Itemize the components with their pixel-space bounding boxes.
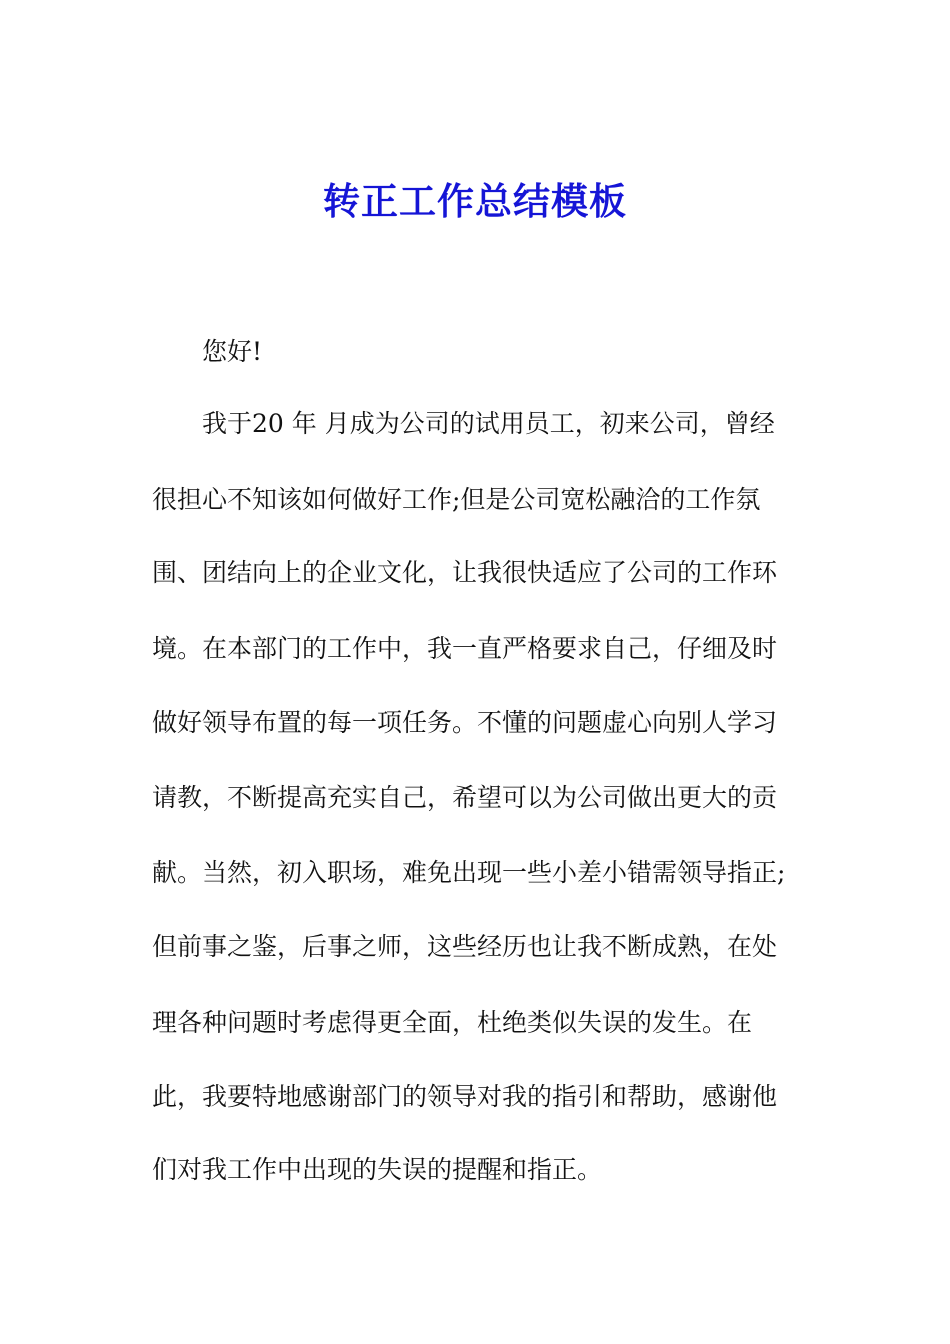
body-line: 做好领导布置的每一项任务。不懂的问题虚心向别人学习 — [152, 708, 778, 737]
body-line: 理各种问题时考虑得更全面，杜绝类似失误的发生。在 — [152, 1008, 753, 1037]
body-line: 我于20 年 月成为公司的试用员工，初来公司，曾经 — [202, 409, 775, 438]
greeting-line: 您好! — [202, 337, 263, 366]
body-line: 们对我工作中出现的失误的提醒和指正。 — [152, 1155, 603, 1184]
body-line: 此，我要特地感谢部门的领导对我的指引和帮助，感谢他 — [152, 1082, 778, 1111]
body-line: 围、团结向上的企业文化，让我很快适应了公司的工作环 — [152, 558, 778, 587]
body-line: 很担心不知该如何做好工作;但是公司宽松融洽的工作氛 — [152, 485, 761, 514]
body-line: 献。当然，初入职场，难免出现一些小差小错需领导指正; — [152, 858, 786, 887]
body-line: 请教，不断提高充实自己，希望可以为公司做出更大的贡 — [152, 783, 778, 812]
body-line: 境。在本部门的工作中，我一直严格要求自己，仔细及时 — [152, 634, 778, 663]
document-title: 转正工作总结模板 — [323, 180, 627, 223]
body-line: 但前事之鉴，后事之师，这些经历也让我不断成熟，在处 — [152, 932, 778, 961]
